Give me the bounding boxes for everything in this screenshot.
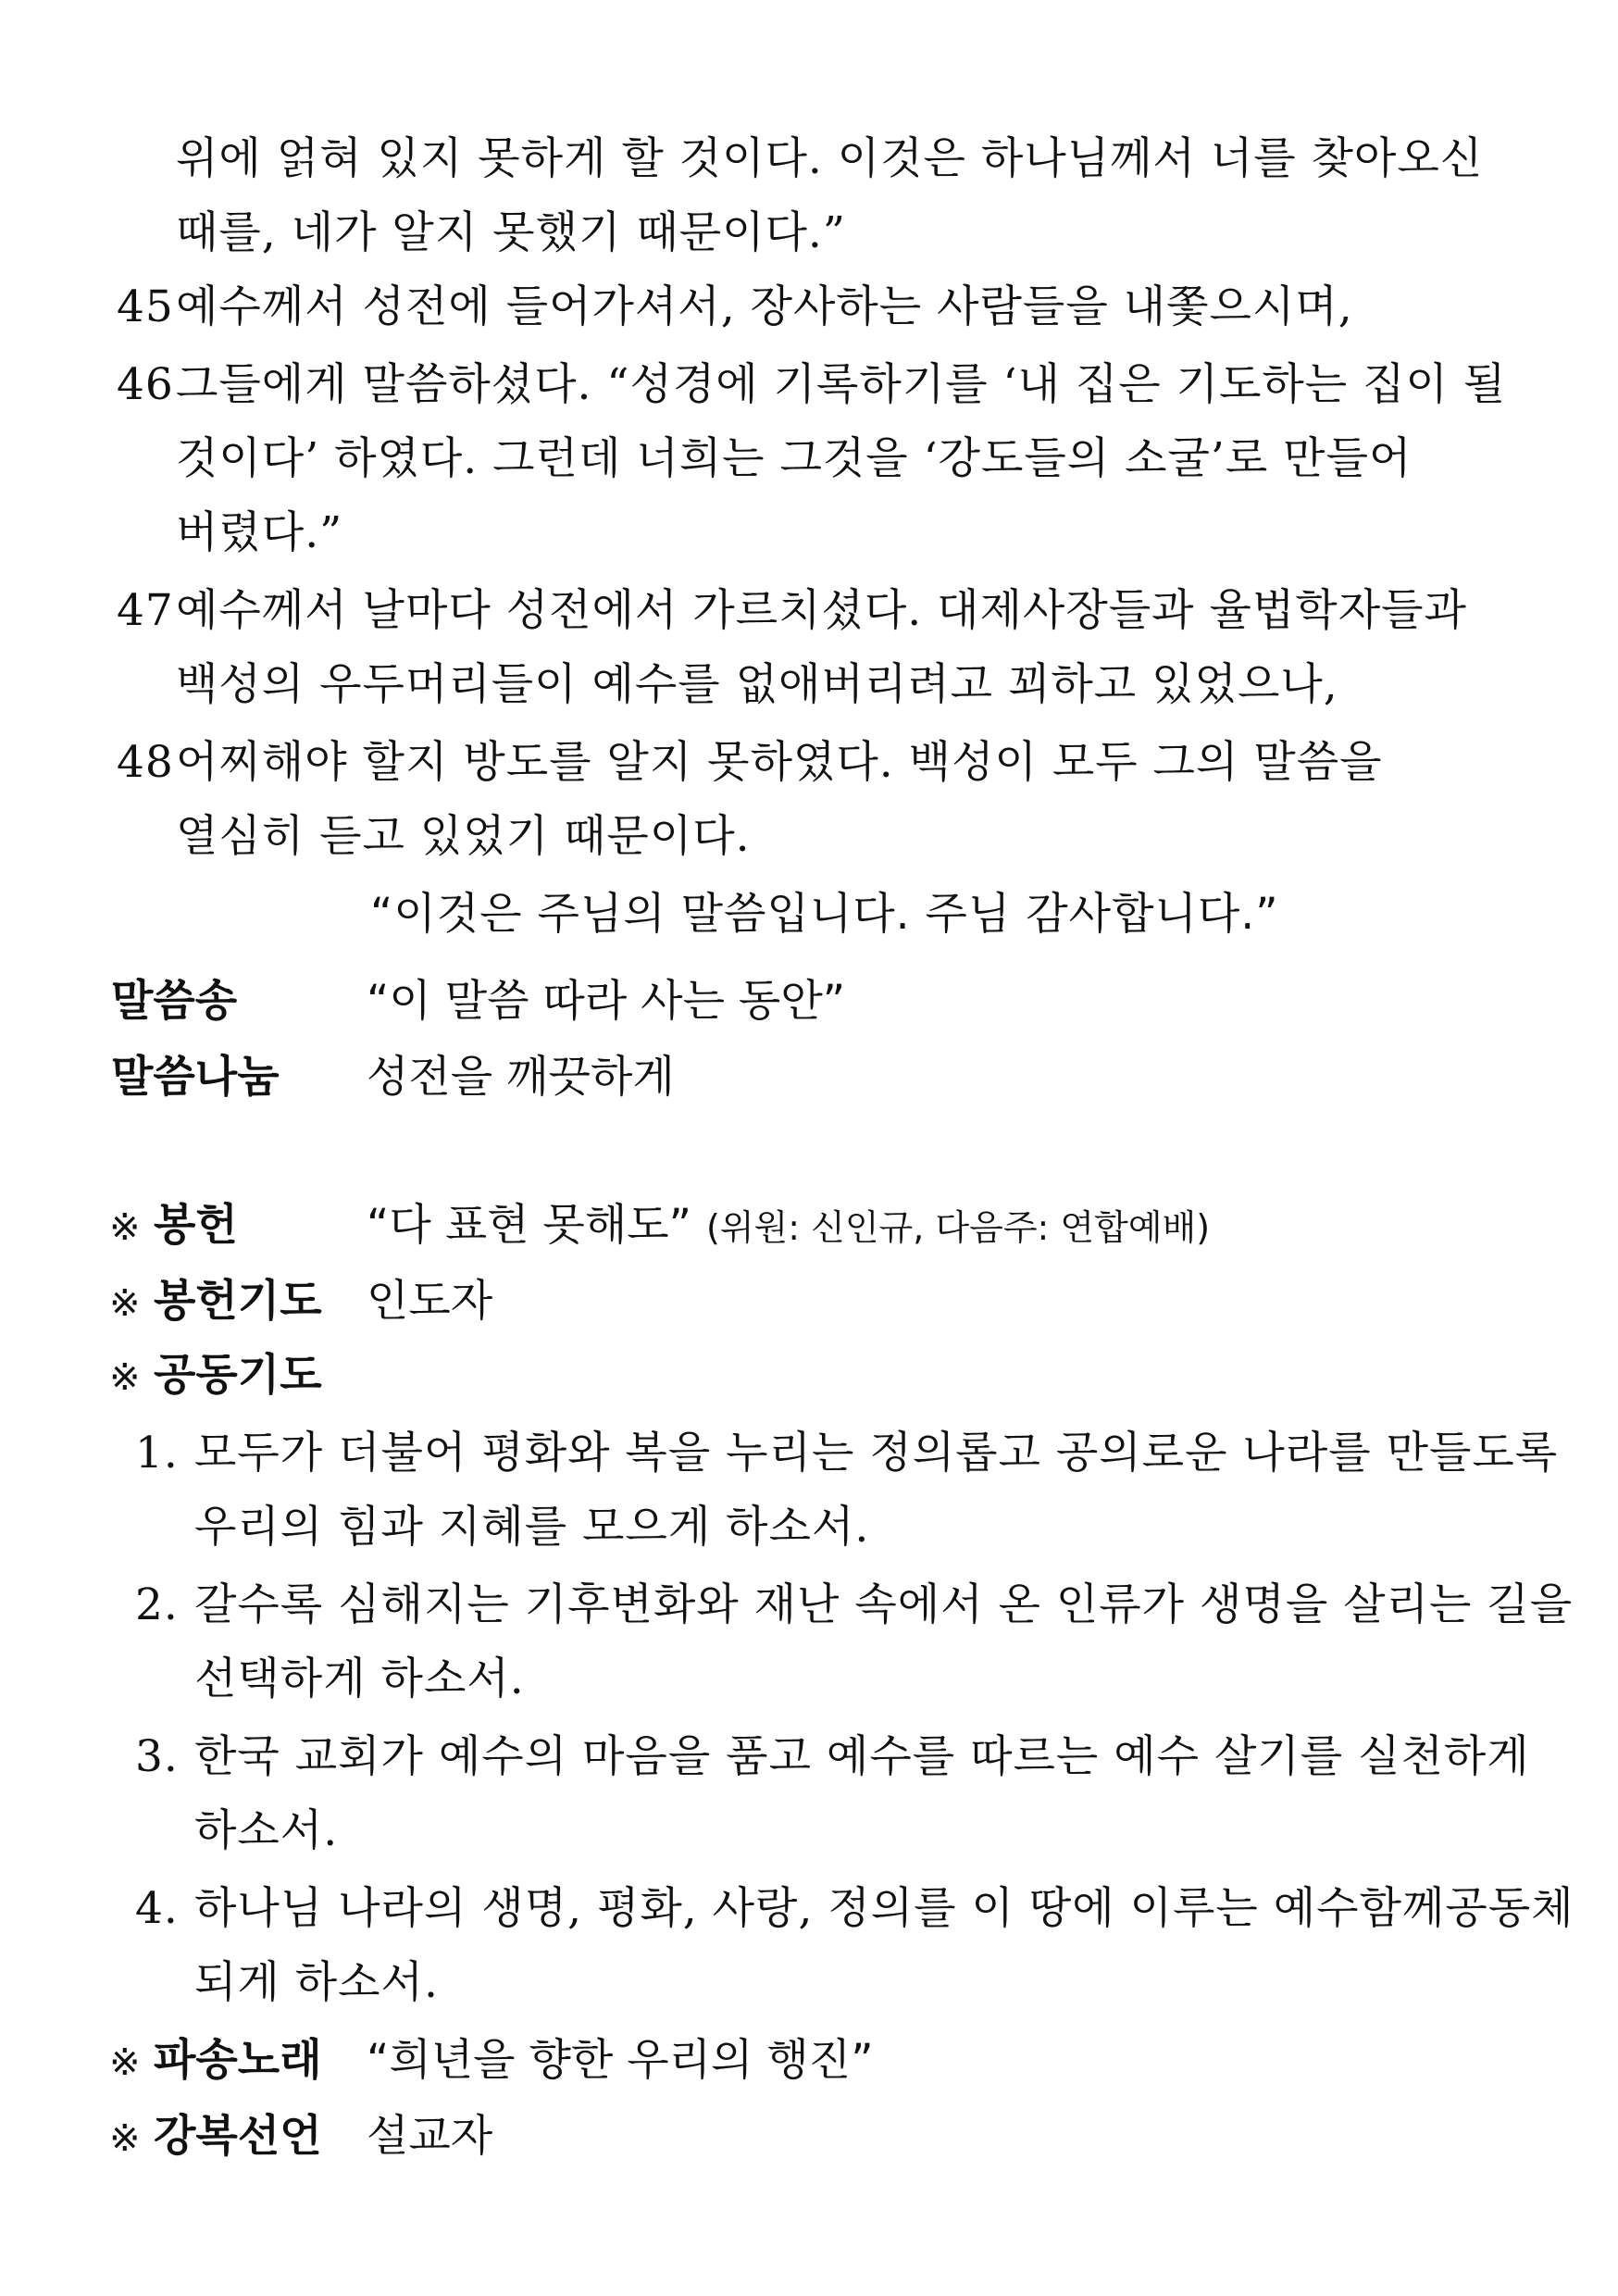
prayer-text: 한국 교회가 예수의 마음을 품고 예수를 따르는 예수 살기를 실천하게 [194,1731,1530,1782]
verse-45 [117,280,1353,335]
verse-number: 48 [117,737,174,788]
verse-text: 열심히 듣고 있었기 때문이다. [176,811,751,862]
verse-number: 46 [117,359,174,410]
prayer-item-2 [135,1578,1573,1633]
sharing-label: 말씀나눔 [111,1052,280,1103]
prayer-item-4 [135,1881,1574,1937]
common-prayer-label: ※ 공동기도 [109,1348,322,1405]
sermon-title: 성전을 깨끗하게 [367,1052,675,1103]
song-title: “이 말씀 따라 사는 동안” [367,976,846,1027]
verse-text: 어찌해야 할지 방도를 알지 못하였다. 백성이 모두 그의 말씀을 [176,737,1383,788]
sending-song-title: “희년을 향한 우리의 행진” [367,2035,874,2086]
verse-number: 47 [117,585,174,636]
verse-47 [117,583,1467,639]
song-label: 말씀송 [111,976,238,1027]
benediction-leader: 설교자 [367,2111,493,2162]
prayer-text: 모두가 더불어 평화와 복을 누리는 정의롭고 공의로운 나라를 만들도록 [194,1428,1559,1479]
reference-mark-icon: ※ [109,1206,141,1249]
benediction-label: ※ 강복선언 [109,2109,322,2166]
reference-mark-icon: ※ [109,2041,141,2084]
prayer-number: 1. [135,1428,179,1479]
prayer-text: 우리의 힘과 지혜를 모으게 하소서. [194,1502,870,1553]
reference-mark-icon: ※ [109,1356,141,1399]
reference-mark-icon: ※ [109,2117,141,2160]
scripture-line: 위에 얽혀 있지 못하게 할 것이다. 이것은 하나님께서 너를 찾아오신 [176,133,1484,184]
offering-label: ※ 봉헌 [109,1198,238,1255]
prayer-number: 4. [135,1883,179,1934]
verse-text: 백성의 우두머리들이 예수를 없애버리려고 꾀하고 있었으나, [176,659,1338,710]
verse-text: 예수께서 날마다 성전에서 가르치셨다. 대제사장들과 율법학자들과 [176,585,1467,636]
sending-song-label: ※ 파송노래 [109,2033,322,2090]
offering-song-title: “다 표현 못해도” [367,1200,691,1251]
scripture-line: 때를, 네가 알지 못했기 때문이다.” [176,207,846,258]
prayer-text: 선택하게 하소서. [194,1653,525,1704]
scripture-closing: “이것은 주님의 말씀입니다. 주님 감사합니다.” [370,889,1279,940]
offering-song [367,1198,1210,1255]
prayer-text: 갈수록 심해지는 기후변화와 재난 속에서 온 인류가 생명을 살리는 길을 [194,1579,1574,1630]
verse-text: 버렸다.” [176,507,343,558]
prayer-number: 3. [135,1731,179,1782]
verse-text: 그들에게 말씀하셨다. “성경에 기록하기를 ‘내 집은 기도하는 집이 될 [176,359,1507,410]
prayer-number: 2. [135,1579,179,1630]
prayer-text: 하소서. [194,1805,339,1856]
offering-prayer-label: ※ 봉헌기도 [109,1274,322,1331]
prayer-item-1 [135,1426,1558,1481]
verse-number: 45 [117,281,174,332]
verse-text: 것이다’ 하였다. 그런데 너희는 그것을 ‘강도들의 소굴’로 만들어 [176,433,1413,484]
prayer-text: 되게 하소서. [194,1957,439,2008]
verse-48 [117,735,1383,791]
offering-note: (위원: 신인규, 다음주: 연합예배) [706,1207,1211,1248]
reference-mark-icon: ※ [109,1282,141,1325]
verse-46 [117,357,1506,413]
offering-prayer-leader: 인도자 [367,1276,493,1327]
verse-text: 예수께서 성전에 들어가셔서, 장사하는 사람들을 내쫓으시며, [176,281,1353,332]
prayer-item-3 [135,1729,1530,1785]
prayer-text: 하나님 나라의 생명, 평화, 사랑, 정의를 이 땅에 이루는 예수함께공동체 [194,1883,1574,1934]
